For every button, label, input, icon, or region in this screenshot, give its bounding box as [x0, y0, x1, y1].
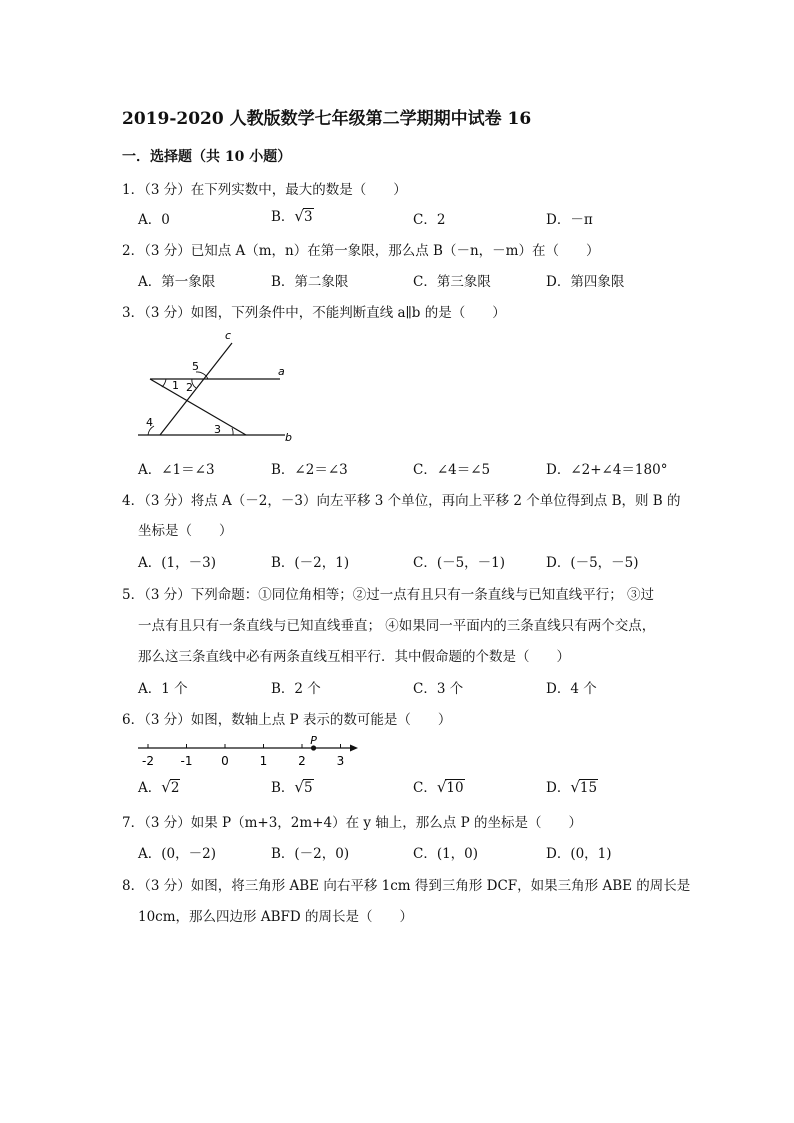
question-5-line-2: 一点有且只有一条直线与已知直线垂直； ④如果同一平面内的三条直线只有两个交点，	[138, 618, 656, 634]
label-a: a	[278, 365, 285, 378]
q6-option-b-radicand: 5	[303, 780, 313, 796]
q5-option-d: D．4 个	[546, 681, 597, 697]
q6-option-d-radicand: 15	[579, 780, 598, 796]
question-8-line-2: 10cm，那么四边形 ABFD 的周长是（ ）	[138, 909, 413, 925]
q2-option-b: B．第二象限	[271, 274, 349, 290]
q6-option-c-radicand: 10	[446, 780, 464, 796]
question-5-line-1: 5．（3 分）下列命题：①同位角相等；②过一点有且只有一条直线与已知直线平行； ③过	[122, 587, 655, 603]
q3-option-b: B．∠2＝∠3	[271, 462, 348, 478]
q7-option-b: B．(－2，0)	[271, 846, 350, 862]
q5-option-c: C．3 个	[413, 681, 464, 697]
q7-option-d: D．(0，1)	[546, 846, 612, 862]
angle-1-label: 1	[172, 379, 179, 392]
tick-label: 2	[298, 754, 306, 768]
tick-label: 3	[336, 754, 345, 768]
question-1-stem: 1．（3 分）在下列实数中，最大的数是（ ）	[122, 182, 407, 198]
tick-label: 0	[221, 754, 229, 768]
q6-option-b	[271, 776, 314, 796]
q1-option-b-prefix: B．	[271, 209, 295, 225]
sqrt-symbol: √3	[294, 207, 313, 225]
question-2-stem: 2．（3 分）已知点 A（m，n）在第一象限，那么点 B（－n，－m）在（ ）	[122, 243, 600, 259]
tick-label: 1	[259, 754, 268, 768]
point-p-label: P	[310, 734, 317, 747]
angle-3-label: 3	[214, 423, 221, 436]
section-heading: 一．选择题（共 10 小题）	[122, 149, 292, 165]
q6-option-d	[546, 776, 598, 796]
sqrt-symbol: √2	[161, 778, 180, 796]
q2-option-d: D．第四象限	[546, 274, 625, 290]
sqrt-symbol: √5	[294, 778, 313, 796]
q7-option-c: C．(1，0)	[413, 846, 479, 862]
sqrt-symbol: √10	[436, 778, 464, 796]
q6-option-a-radicand: 2	[170, 780, 180, 796]
question-4-stem-cont: 坐标是（ ）	[138, 523, 233, 539]
sqrt-symbol: √15	[570, 778, 598, 796]
q6-option-c	[413, 776, 465, 796]
q1-option-c: C．2	[413, 212, 446, 228]
q6-option-c-prefix: C．	[413, 780, 437, 796]
q4-option-a: A．(1，－3)	[138, 555, 216, 571]
q2-option-a: A．第一象限	[138, 274, 216, 290]
q6-option-a	[138, 776, 180, 796]
question-5-line-3: 那么这三条直线中必有两条直线互相平行．其中假命题的个数是（ ）	[138, 649, 570, 665]
tick-label: -2	[142, 754, 154, 768]
q5-option-b: B．2 个	[271, 681, 321, 697]
angle-2-label: 2	[186, 381, 193, 394]
angle-5-label: 5	[192, 360, 199, 373]
q4-option-c: C．(－5，－1)	[413, 555, 506, 571]
q4-option-b: B．(－2，1)	[271, 555, 350, 571]
q1-option-d: D．－π	[546, 212, 593, 228]
q7-option-a: A．(0，－2)	[138, 846, 216, 862]
page-title: 2019-2020 人教版数学七年级第二学期期中试卷 16	[122, 109, 532, 129]
number-line-figure	[130, 732, 370, 772]
q1-option-b-radicand: 3	[303, 209, 313, 225]
label-c: c	[225, 329, 232, 342]
q6-option-d-prefix: D．	[546, 780, 571, 796]
tick-label: -1	[180, 754, 193, 768]
q3-option-d: D．∠2+∠4＝180°	[546, 462, 668, 478]
q6-option-a-prefix: A．	[138, 780, 162, 796]
q3-option-c: C．∠4＝∠5	[413, 462, 491, 478]
question-4-stem: 4．（3 分）将点 A（－2，－3）向左平移 3 个单位，再向上平移 2 个单位得到点 B，则 B 的	[122, 493, 681, 509]
axis-arrow	[350, 745, 358, 752]
q1-option-b	[271, 205, 314, 225]
question-8-line-1: 8．（3 分）如图，将三角形 ABE 向右平移 1cm 得到三角形 DCF，如果三角形 ABE 的周长是	[122, 878, 691, 894]
q5-option-a: A．1 个	[138, 681, 188, 697]
label-b: b	[285, 431, 292, 444]
question-6-stem: 6．（3 分）如图，数轴上点 P 表示的数可能是（ ）	[122, 712, 452, 728]
q3-option-a: A．∠1＝∠3	[138, 462, 215, 478]
q6-option-b-prefix: B．	[271, 780, 295, 796]
question-7-stem: 7．（3 分）如果 P（m+3，2m+4）在 y 轴上，那么点 P 的坐标是（ ）	[122, 815, 582, 831]
q2-option-c: C．第三象限	[413, 274, 491, 290]
q1-option-a: A．0	[138, 212, 170, 228]
angle-4-label: 4	[146, 416, 153, 429]
q4-option-d: D．(－5，－5)	[546, 555, 639, 571]
parallel-lines-figure	[130, 325, 310, 447]
question-3-stem: 3．（3 分）如图，下列条件中，不能判断直线 a∥b 的是（ ）	[122, 305, 506, 321]
